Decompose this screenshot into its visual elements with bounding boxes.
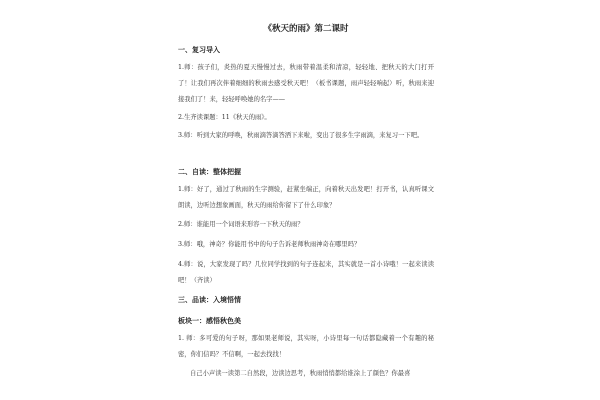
paragraph: 4.师：说，大家发现了吗？几位同学找到的句子连起来，其实就是一首小诗哦！一起来读读吧！（齐读） [178,261,434,284]
section-heading: 三、品读：入境悟情 [178,295,241,304]
subsection-heading: 板块一：感悟秋色美 [178,316,241,325]
paragraph: 2.师：谁能用一个词语来形容一下秋天的雨？ [178,221,304,228]
paragraph: 自己小声读一读第二自然段，边读边思考，秋雨悄悄都给谁涂上了颜色？你最喜 [190,370,411,377]
section-heading: 一、复习导入 [178,45,220,54]
document-title: 《秋天的雨》第二课时 [263,24,349,34]
paragraph: 1.师：好了，通过了秋雨的生字测验，赶紧坐端正，向着秋天出发吧！打开书，认真听课文朗读，边听边想象画面，秋天的雨给你留下了什么印象？ [178,186,434,209]
paragraph: 1. 师：多可爱的句子呀，那如果老师说，其实呀，小诗里每一句话都隐藏着一个有趣的秘密，你们信吗？不信啊，一起去找找！ [178,335,434,358]
document-page [178,0,434,400]
paragraph: 3.师：哦，神奇？你能用书中的句子告诉老师秋雨神奇在哪里吗？ [178,241,361,248]
paragraph: 3.师：听到大家的呼唤，秋雨滴答滴答洒下来啦，变出了很多生字雨滴，来复习一下吧。 [178,132,424,139]
paragraph: 2.生齐读课题：11《秋天的雨》。 [178,114,271,121]
section-heading: 二、自读：整体把握 [178,167,241,176]
paragraph: 1.师：孩子们，炎热的夏天慢慢过去，秋雨带着温柔和清凉，轻轻地、把秋天的大门打开了！让我们再次伴着细细的秋雨去感受秋天吧！（板书课题，雨声轻轻响起）听，秋雨来迎接我们了！来，轻轻呼唤她的名字—— [178,64,434,103]
